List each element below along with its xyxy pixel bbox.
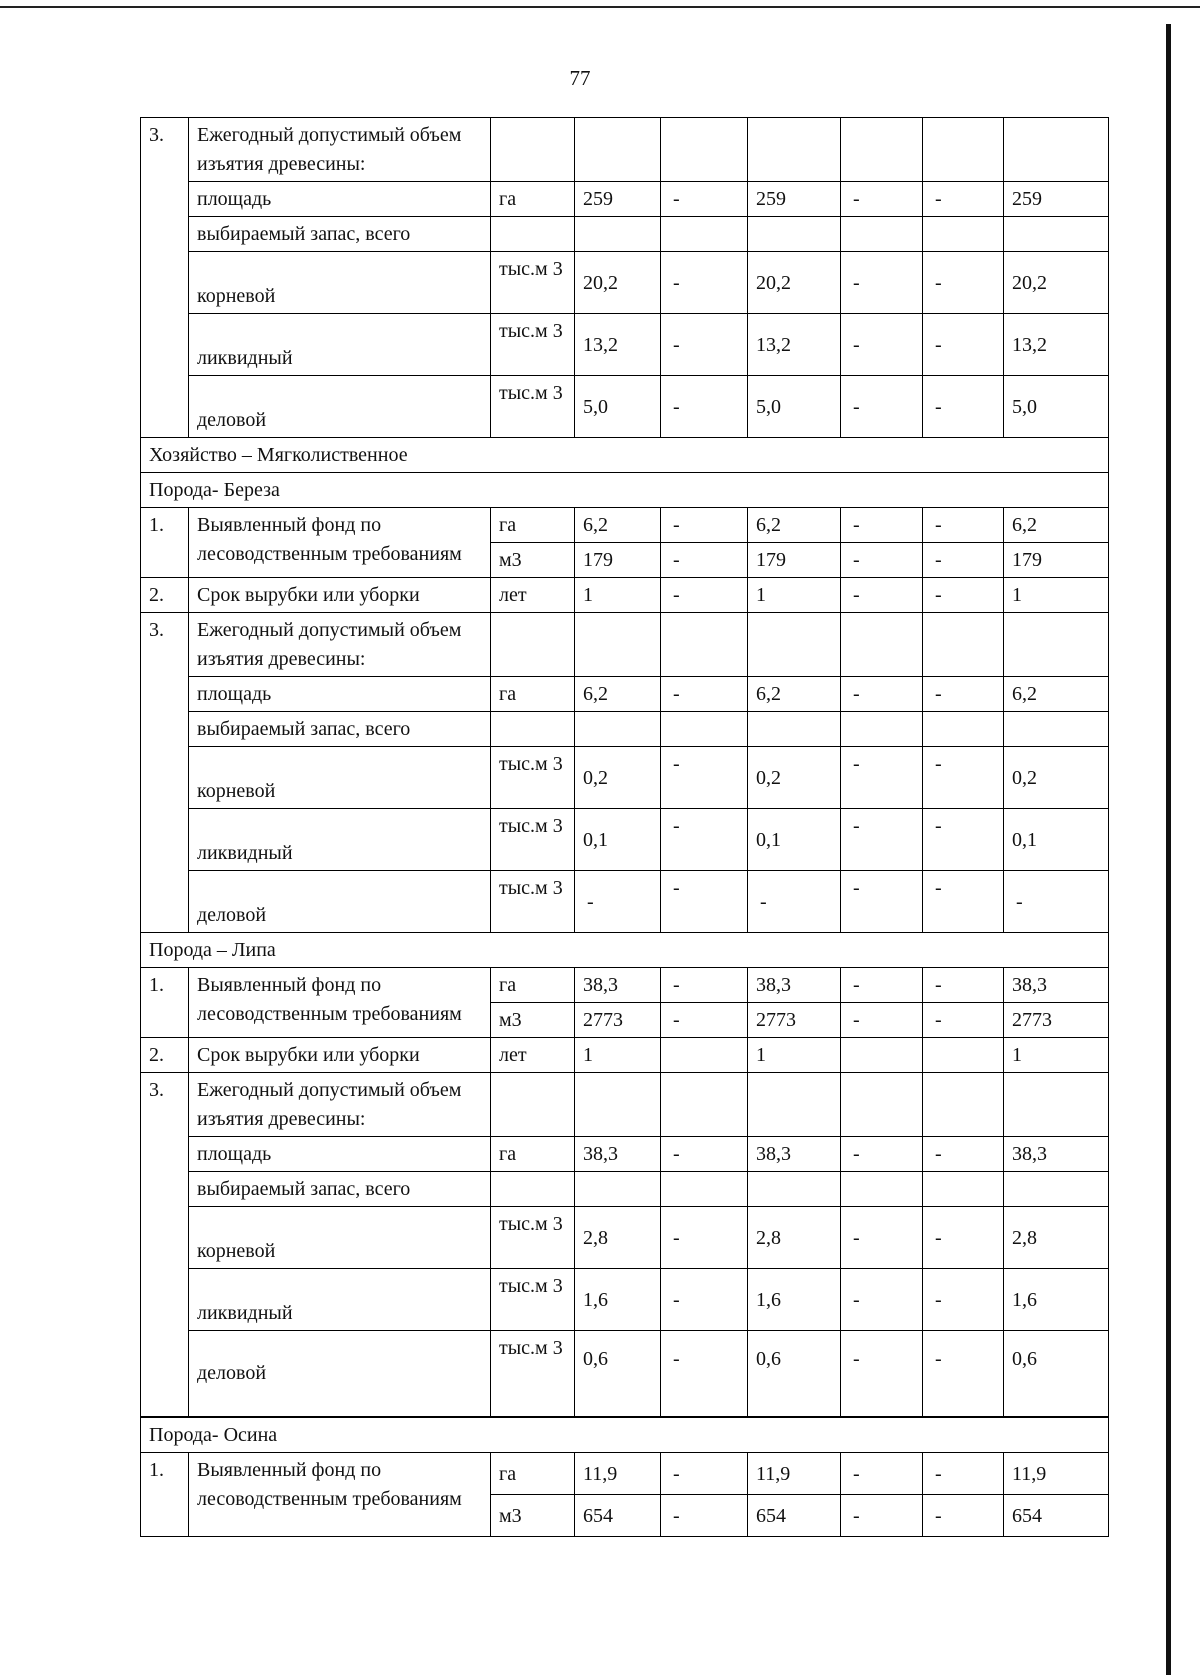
dash-cell: - xyxy=(748,871,841,933)
unit-cell: лет xyxy=(491,1038,575,1073)
dash-cell: - xyxy=(841,968,923,1003)
value-cell: 259 xyxy=(575,182,661,217)
row-label: корневой xyxy=(189,1207,491,1269)
scan-top-edge xyxy=(0,6,1200,8)
section-header-row xyxy=(141,933,1109,968)
value-cell: 1,6 xyxy=(575,1269,661,1331)
value-cell: 11,9 xyxy=(748,1453,841,1495)
unit-cell: га xyxy=(491,1453,575,1495)
value-cell: 1 xyxy=(575,578,661,613)
value-cell: 5,0 xyxy=(575,376,661,438)
unit-cell: м3 xyxy=(491,543,575,578)
dash-cell: - xyxy=(923,677,1004,712)
row-number: 3. xyxy=(141,1073,189,1137)
dash-cell: - xyxy=(841,1453,923,1495)
dash-cell: - xyxy=(841,376,923,438)
dash-cell: - xyxy=(923,252,1004,314)
table-row xyxy=(141,747,1109,809)
row-label: деловой xyxy=(189,376,491,438)
value-cell: 2,8 xyxy=(1004,1207,1109,1269)
value-cell: 13,2 xyxy=(748,314,841,376)
dash-cell: - xyxy=(661,1331,748,1417)
dash-cell: - xyxy=(923,871,1004,933)
table-row xyxy=(141,376,1109,438)
value-cell: 1,6 xyxy=(748,1269,841,1331)
value-cell: 654 xyxy=(575,1495,661,1537)
unit-cell: тыс.м 3 xyxy=(491,1331,575,1417)
unit-cell: м3 xyxy=(491,1003,575,1038)
value-cell: 1 xyxy=(748,578,841,613)
unit-cell: тыс.м 3 xyxy=(491,747,575,809)
table-row xyxy=(141,1172,1109,1207)
table-row xyxy=(141,182,1109,217)
table-row xyxy=(141,613,1109,677)
dash-cell: - xyxy=(841,1137,923,1172)
value-cell: 6,2 xyxy=(1004,508,1109,543)
value-cell: 259 xyxy=(1004,182,1109,217)
value-cell: 1 xyxy=(1004,1038,1109,1073)
value-cell: 0,1 xyxy=(575,809,661,871)
table-row xyxy=(141,809,1109,871)
scan-right-edge xyxy=(1166,24,1171,1675)
row-number: 3. xyxy=(141,118,189,182)
row-label: площадь xyxy=(189,677,491,712)
table-row xyxy=(141,578,1109,613)
value-cell: 179 xyxy=(748,543,841,578)
row-label: ликвидный xyxy=(189,809,491,871)
dash-cell: - xyxy=(661,1003,748,1038)
row-label: деловой xyxy=(189,1331,491,1417)
row-label: выбираемый запас, всего xyxy=(189,217,491,252)
row-label: выбираемый запас, всего xyxy=(189,712,491,747)
value-cell: 0,6 xyxy=(1004,1331,1109,1417)
value-cell: 259 xyxy=(748,182,841,217)
dash-cell: - xyxy=(661,376,748,438)
table-row xyxy=(141,217,1109,252)
value-cell: 0,1 xyxy=(748,809,841,871)
section-header-row xyxy=(141,438,1109,473)
unit-cell: тыс.м 3 xyxy=(491,314,575,376)
value-cell: 20,2 xyxy=(575,252,661,314)
value-cell: 38,3 xyxy=(575,1137,661,1172)
dash-cell: - xyxy=(923,809,1004,871)
value-cell: 20,2 xyxy=(1004,252,1109,314)
value-cell: 654 xyxy=(748,1495,841,1537)
value-cell: 20,2 xyxy=(748,252,841,314)
row-label: выбираемый запас, всего xyxy=(189,1172,491,1207)
dash-cell: - xyxy=(841,1269,923,1331)
unit-cell: лет xyxy=(491,578,575,613)
farm-heading: Хозяйство – Мягколиственное xyxy=(141,438,1109,473)
row-label: корневой xyxy=(189,252,491,314)
dash-cell: - xyxy=(923,314,1004,376)
unit-cell: тыс.м 3 xyxy=(491,809,575,871)
unit-cell: тыс.м 3 xyxy=(491,376,575,438)
value-cell: 2,8 xyxy=(575,1207,661,1269)
value-cell: 1 xyxy=(575,1038,661,1073)
dash-cell: - xyxy=(923,1269,1004,1331)
row-label: ликвидный xyxy=(189,314,491,376)
value-cell: 179 xyxy=(1004,543,1109,578)
dash-cell: - xyxy=(841,1207,923,1269)
unit-cell: га xyxy=(491,677,575,712)
row-label: Ежегодный допустимый объем изъятия древесины: xyxy=(189,118,491,182)
dash-cell: - xyxy=(661,314,748,376)
value-cell: 654 xyxy=(1004,1495,1109,1537)
row-label: деловой xyxy=(189,871,491,933)
dash-cell: - xyxy=(923,1331,1004,1417)
row-label: Ежегодный допустимый объем изъятия древесины: xyxy=(189,1073,491,1137)
unit-cell: тыс.м 3 xyxy=(491,871,575,933)
value-cell: 0,2 xyxy=(748,747,841,809)
page-number: 77 xyxy=(569,66,591,90)
row-label: ликвидный xyxy=(189,1269,491,1331)
species-heading-linden: Порода – Липа xyxy=(141,933,1109,968)
unit-cell: тыс.м 3 xyxy=(491,1207,575,1269)
dash-cell: - xyxy=(661,543,748,578)
dash-cell: - xyxy=(661,1269,748,1331)
value-cell: 38,3 xyxy=(1004,1137,1109,1172)
unit-cell: тыс.м 3 xyxy=(491,1269,575,1331)
dash-cell: - xyxy=(841,1331,923,1417)
value-cell: 2773 xyxy=(748,1003,841,1038)
dash-cell: - xyxy=(923,508,1004,543)
row-label: Выявленный фонд по лесоводственным требованиям xyxy=(189,1453,491,1537)
value-cell: 1 xyxy=(1004,578,1109,613)
dash-cell: - xyxy=(923,1003,1004,1038)
dash-cell: - xyxy=(841,182,923,217)
value-cell: 13,2 xyxy=(1004,314,1109,376)
value-cell: 11,9 xyxy=(575,1453,661,1495)
value-cell: 38,3 xyxy=(1004,968,1109,1003)
dash-cell: - xyxy=(841,1495,923,1537)
dash-cell: - xyxy=(923,1137,1004,1172)
table-row xyxy=(141,1331,1109,1417)
row-number: 2. xyxy=(141,1038,189,1073)
value-cell: 5,0 xyxy=(748,376,841,438)
row-label: площадь xyxy=(189,182,491,217)
species-heading-aspen: Порода- Осина xyxy=(141,1418,1109,1453)
row-number: 3. xyxy=(141,613,189,677)
row-number: 2. xyxy=(141,578,189,613)
row-label: корневой xyxy=(189,747,491,809)
dash-cell: - xyxy=(661,1207,748,1269)
forestry-table xyxy=(140,117,1109,1417)
dash-cell: - xyxy=(841,1003,923,1038)
value-cell: 1 xyxy=(748,1038,841,1073)
dash-cell: - xyxy=(661,871,748,933)
value-cell: 1,6 xyxy=(1004,1269,1109,1331)
value-cell: 2773 xyxy=(1004,1003,1109,1038)
unit-cell: га xyxy=(491,1137,575,1172)
dash-cell: - xyxy=(841,809,923,871)
dash-cell: - xyxy=(923,578,1004,613)
row-label: Выявленный фонд по лесоводственным требованиям xyxy=(189,508,491,578)
dash-cell: - xyxy=(661,968,748,1003)
value-cell: 179 xyxy=(575,543,661,578)
unit-cell: тыс.м 3 xyxy=(491,252,575,314)
species-heading-birch: Порода- Береза xyxy=(141,473,1109,508)
value-cell: 6,2 xyxy=(575,677,661,712)
value-cell: 6,2 xyxy=(748,508,841,543)
unit-cell: га xyxy=(491,968,575,1003)
table-row xyxy=(141,968,1109,1003)
value-cell: 2,8 xyxy=(748,1207,841,1269)
row-label: Срок вырубки или уборки xyxy=(189,578,491,613)
dash-cell: - xyxy=(923,376,1004,438)
table-row xyxy=(141,118,1109,182)
dash-cell: - xyxy=(575,871,661,933)
dash-cell: - xyxy=(841,314,923,376)
dash-cell: - xyxy=(923,1453,1004,1495)
table-row xyxy=(141,1269,1109,1331)
dash-cell: - xyxy=(1004,871,1109,933)
row-label: Срок вырубки или уборки xyxy=(189,1038,491,1073)
table-row xyxy=(141,1453,1109,1495)
dash-cell: - xyxy=(661,182,748,217)
row-number: 1. xyxy=(141,1453,189,1537)
forestry-table-aspen xyxy=(140,1417,1109,1537)
dash-cell: - xyxy=(661,1137,748,1172)
unit-cell: га xyxy=(491,508,575,543)
value-cell: 0,2 xyxy=(575,747,661,809)
unit-cell: м3 xyxy=(491,1495,575,1537)
dash-cell: - xyxy=(923,1207,1004,1269)
dash-cell: - xyxy=(923,968,1004,1003)
value-cell: 0,2 xyxy=(1004,747,1109,809)
table-row xyxy=(141,252,1109,314)
row-label: площадь xyxy=(189,1137,491,1172)
value-cell: 2773 xyxy=(575,1003,661,1038)
dash-cell: - xyxy=(923,1495,1004,1537)
dash-cell: - xyxy=(661,252,748,314)
value-cell: 0,6 xyxy=(748,1331,841,1417)
dash-cell: - xyxy=(661,508,748,543)
table-row xyxy=(141,508,1109,543)
dash-cell: - xyxy=(923,182,1004,217)
dash-cell: - xyxy=(661,1495,748,1537)
value-cell: 6,2 xyxy=(748,677,841,712)
table-row xyxy=(141,1038,1109,1073)
dash-cell: - xyxy=(841,578,923,613)
dash-cell: - xyxy=(661,1453,748,1495)
section-header-row xyxy=(141,1418,1109,1453)
table-row xyxy=(141,871,1109,933)
dash-cell: - xyxy=(841,747,923,809)
table-row xyxy=(141,314,1109,376)
dash-cell: - xyxy=(661,747,748,809)
row-number: 1. xyxy=(141,968,189,1038)
dash-cell: - xyxy=(841,252,923,314)
row-label: Выявленный фонд по лесоводственным требованиям xyxy=(189,968,491,1038)
dash-cell: - xyxy=(841,871,923,933)
value-cell: 6,2 xyxy=(575,508,661,543)
table-row xyxy=(141,1137,1109,1172)
value-cell: 0,6 xyxy=(575,1331,661,1417)
table-row xyxy=(141,712,1109,747)
row-number: 1. xyxy=(141,508,189,578)
value-cell: 38,3 xyxy=(748,968,841,1003)
table-row xyxy=(141,1207,1109,1269)
unit-cell: га xyxy=(491,182,575,217)
value-cell: 6,2 xyxy=(1004,677,1109,712)
table-row xyxy=(141,677,1109,712)
section-header-row xyxy=(141,473,1109,508)
value-cell: 38,3 xyxy=(575,968,661,1003)
value-cell: 0,1 xyxy=(1004,809,1109,871)
value-cell: 38,3 xyxy=(748,1137,841,1172)
value-cell: 13,2 xyxy=(575,314,661,376)
row-label: Ежегодный допустимый объем изъятия древесины: xyxy=(189,613,491,677)
dash-cell: - xyxy=(661,809,748,871)
value-cell: 5,0 xyxy=(1004,376,1109,438)
dash-cell: - xyxy=(661,578,748,613)
dash-cell: - xyxy=(841,543,923,578)
dash-cell: - xyxy=(841,508,923,543)
dash-cell: - xyxy=(923,543,1004,578)
value-cell: 11,9 xyxy=(1004,1453,1109,1495)
dash-cell: - xyxy=(661,677,748,712)
dash-cell: - xyxy=(923,747,1004,809)
dash-cell: - xyxy=(841,677,923,712)
table-row xyxy=(141,1073,1109,1137)
